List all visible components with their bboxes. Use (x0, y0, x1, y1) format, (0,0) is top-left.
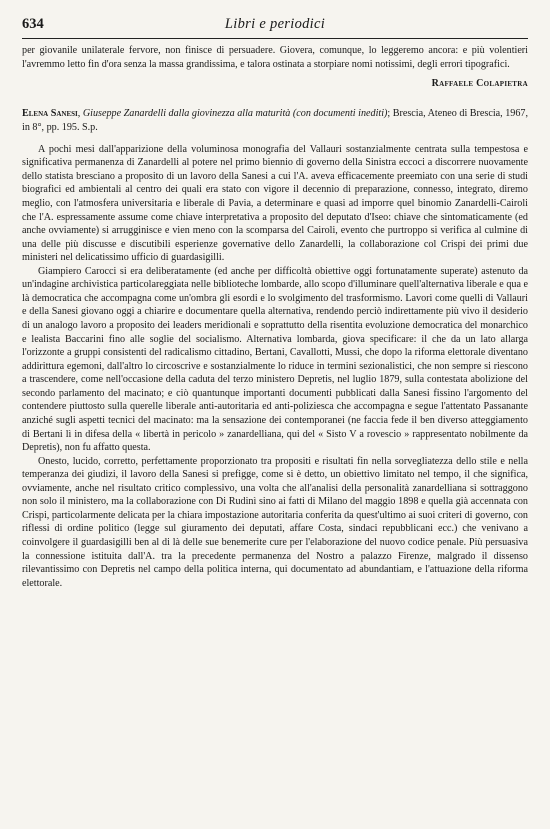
book-details: ; Brescia, Ateneo di Brescia, 1967, in 8°, pp. 195. S.p. (22, 107, 529, 133)
running-title: Libri e periodici (224, 16, 326, 32)
reviewer-signature: Raffaele Colapietra (431, 78, 528, 90)
page-header (22, 16, 528, 38)
header-rule (22, 38, 528, 39)
page-body (22, 44, 528, 590)
review-paragraph-2: Giampiero Carocci si era deliberatamente (ed anche per difficoltà obiettive oggi fortunatamente superate) astenuto da un'indagine archivistica particolareggiata nelle biblioteche lombarde, allo scopo d'illuminare quell'alternativa liberale e qua e là democratica che accompagna come un'ombra gli esordi e lo svolgimento del trasformismo. Lavori come quelli di Vallauri e della Sanesi giovano oggi a chiarire e documentare quella alternativa, rendendo perciò indirettamente più vivo il desiderio di un analogo lavoro a proposito dei leaders meridionali e soprattutto della risentita evoluzione democratica del monarchico e lealista Baccarini fino alle soglie del socialismo. Alternativa lombarda, giova specificare: il che da un lato allarga l'orizzonte a gruppi consistenti del radicalismo cittadino, Bertani, Cavallotti, Mussi, che dopo la riforma elettorale diventano addirittura egemoni, dall'altro lo circoscrive e sostanzialmente lo riduce in termini sezionalistici, che non sempre si riescono a trascendere, come nell'occasione della caduta del terzo ministero Depretis, nel luglio 1879, sulla contestata abolizione del secondo parlamento del macinato; e ciò quantunque importanti documenti pubblicati dalla Sanesi fissino l'argomento del contendere piuttosto sulla querelle liberale anti-autoritaria ed anti-poliziesca che accompagna e segue l'attentato Passanante anziché sugli aspetti tecnici del macinato: ma la sensazione dei contemporanei (ne faccia fede il ben diverso atteggiamento di Bertani lì in difesa della « libertà in pericolo » zanardelliana, qui del « Sisto V a rovescio » rappresentato nobilmente da Depretis), non fu affatto questa. (22, 265, 528, 454)
bibliographic-entry: Elena Sanesi, Giuseppe Zanardelli dalla giovinezza alla maturità (con documenti inediti); Brescia, Ateneo di Brescia, 1967, in 8°, pp. 195. S.p. (22, 107, 529, 133)
book-title: Giuseppe Zanardelli dalla giovinezza alla maturità (con documenti inediti) (82, 107, 388, 119)
previous-review-ending: per giovanile unilaterale fervore, non finisce di persuadere. Giovera, comunque, lo leggeremo ancora: e più volentieri l'avremmo letto fin d'ora senza la massa grandissima, e talora ostinata a storpiare nomi notissimi, degli errori tipografici. (22, 45, 528, 70)
page-number: 634 (22, 16, 44, 32)
book-author: Elena Sanesi (22, 107, 78, 119)
review-paragraph-1: A pochi mesi dall'apparizione della voluminosa monografia del Vallauri sostanzialmente centrata sulla tempestosa e significativa permanenza di Zanardelli al potere nel primo biennio di governo della Sinistra eccoci a discorrere nuovamente dello statista bresciano a proposito di un lavoro della Sanesi a cui l'A. aveva efficacemente preemiato con una serie di studi biografici ed ambientali al centro dei quali era stato con vigore il decennio di preparazione, connesso, integrato, diremo meglio, con l'atmosfera universitaria e liberale di Pavia, a determinare e quasi ad imporre quel binomio Zanardelli-Cairoli che l'A. espressamente assume come chiave interpretativa a proposito del deputato d'Iseo: chiave che sintomaticamente (ed anche ovviamente) si arrugginisce e vien meno con la scomparsa del Cairoli, evento che purtroppo si verifica al culmine di una delle più discusse e discutibili esperienze governative dello Zanardelli, la collaborazione col Crispi dei primi due ministeri nel delicatissimo ufficio di guardasigilli. (22, 143, 528, 264)
review-paragraph-3: Onesto, lucido, corretto, perfettamente proporzionato tra propositi e risultati fin nella sorvegliatezza dello stile e nella temperanza dei giudizi, il lavoro della Sanesi si prefigge, come si è detto, un obiettivo limitato nel tempo, il che significa, ovviamente, anche nel risultato critico complessivo, una volta che all'analisi della personalità zanardelliana si sottraggono non solo il ministero, ma la collaborazione con Di Rudinì sino ai fatti di Milano del maggio 1898 e quella già accennata con Crispi, particolarmente delicata per la chiara impostazione autoritaria conferita da quest'ultimo ai suoi criteri di governo, con riflessi di ordine politico (legge sul giuramento dei deputati, affare Costa, sindaci repubblicani ecc.) che venivano a coinvolgere il guardasigilli ben al di là delle sue benemerite cure per l'elaborazione del nuovo codice penale. Più persuasiva la connessione istituita dall'A. tra la precedente permanenza del Nostro a palazzo Firenze, malgrado il dissenso rilevantissimo con Depretis nel campo della politica interna, qui documentato ad abundantiam, e l'attuazione della riforma elettorale. (22, 455, 528, 589)
